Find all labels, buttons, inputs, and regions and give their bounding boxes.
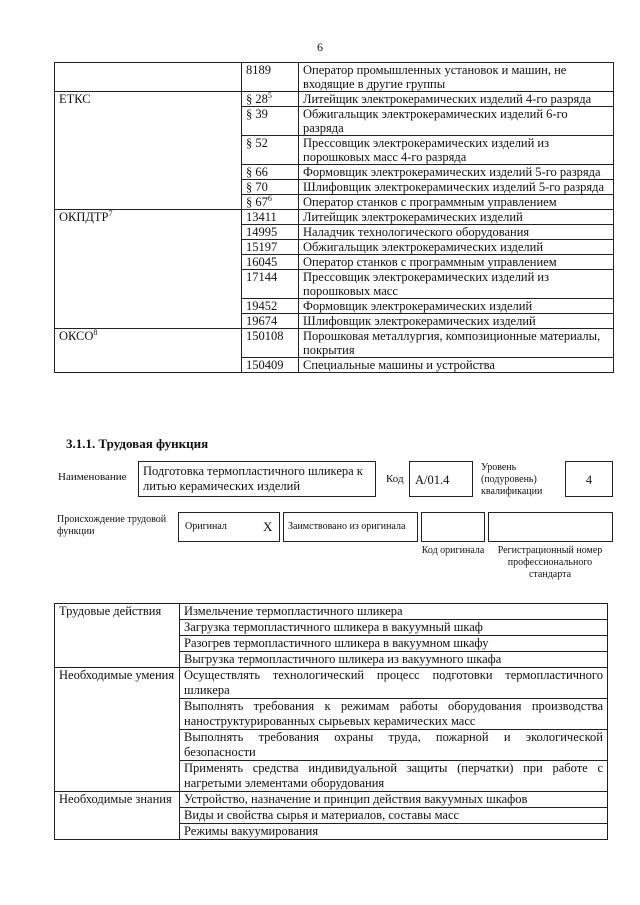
- group-cell: [55, 63, 242, 92]
- name-cell: Формовщик электрокерамических изделий 5-го разряда: [299, 165, 614, 180]
- name-label: Наименование: [58, 471, 127, 483]
- registration-caption: Регистрационный номер профессионального стандарта: [497, 545, 603, 580]
- item-cell: Выполнять требования к режимам работы оборудования производства наноструктурированных сырьевых керамических масс: [180, 699, 608, 730]
- group-cell: [55, 107, 242, 136]
- table-row: [55, 358, 614, 373]
- original-label: Оригинал: [185, 521, 227, 532]
- table-row: [55, 699, 608, 730]
- name-cell: Обжигальщик электрокерамических изделий 6-го разряда: [299, 107, 614, 136]
- group-label-continuation: [55, 761, 180, 792]
- table-row: [55, 761, 608, 792]
- group-label-continuation: [55, 808, 180, 824]
- borrowed-label: Заимствовано из оригинала: [288, 521, 406, 532]
- table-row: [55, 652, 608, 668]
- original-mark: X: [263, 519, 273, 534]
- item-cell: Выгрузка термопластичного шликера из вакуумного шкафа: [180, 652, 608, 668]
- name-cell: Литейщик электрокерамических изделий 4-го разряда: [299, 92, 614, 107]
- registration-number-cell: [488, 512, 613, 542]
- code-caption: Код оригинала: [421, 545, 485, 556]
- table-row: [55, 107, 614, 136]
- group-label-continuation: [55, 652, 180, 668]
- name-cell: Специальные машины и устройства: [299, 358, 614, 373]
- name-cell: Оператор станков с программным управлением: [299, 255, 614, 270]
- code-cell: 15197: [242, 240, 299, 255]
- level-label: Уровень (подуровень) квалификации: [481, 462, 543, 497]
- group-cell: ЕТКС: [55, 92, 242, 107]
- code-cell: 16045: [242, 255, 299, 270]
- function-code-box: А/01.4: [409, 461, 473, 497]
- table-row: [55, 668, 608, 699]
- table-row: [55, 792, 608, 808]
- borrowed-cell: [283, 512, 418, 542]
- table-row: [55, 620, 608, 636]
- table-row: [55, 329, 614, 358]
- group-label: Необходимые знания: [55, 792, 180, 808]
- table-row: [55, 824, 608, 840]
- name-cell: Оператор промышленных установок и машин, не входящие в другие группы: [299, 63, 614, 92]
- group-label-continuation: [55, 620, 180, 636]
- code-cell: § 39: [242, 107, 299, 136]
- name-cell: Порошковая металлургия, композиционные материалы, покрытия: [299, 329, 614, 358]
- table-row: [55, 165, 614, 180]
- code-cell: § 66: [242, 165, 299, 180]
- origin-label: Происхождение трудовой функции: [57, 514, 167, 537]
- group-label-continuation: [55, 636, 180, 652]
- item-cell: Выполнять требования охраны труда, пожарной и экологической безопасности: [180, 730, 608, 761]
- table-row: [55, 240, 614, 255]
- code-cell: 14995: [242, 225, 299, 240]
- table-row: [55, 730, 608, 761]
- code-cell: 13411: [242, 210, 299, 225]
- table-row: [55, 636, 608, 652]
- table-row: [55, 210, 614, 225]
- code-cell: § 52: [242, 136, 299, 165]
- code-cell: § $28^5$: [242, 92, 299, 107]
- original-code-cell: [421, 512, 485, 542]
- name-cell: Литейщик электрокерамических изделий: [299, 210, 614, 225]
- group-cell: [55, 225, 242, 240]
- group-cell: [55, 299, 242, 314]
- code-cell: 8189: [242, 63, 299, 92]
- name-cell: Прессовщик электрокерамических изделий из порошковых масс: [299, 270, 614, 299]
- group-cell: [55, 195, 242, 210]
- group-cell: ОКСО$^8$: [55, 329, 242, 358]
- item-cell: Виды и свойства сырья и материалов, составы масс: [180, 808, 608, 824]
- group-label-continuation: [55, 699, 180, 730]
- item-cell: Разогрев термопластичного шликера в вакуумном шкафу: [180, 636, 608, 652]
- level-value-box: 4: [565, 461, 613, 497]
- table-row: [55, 255, 614, 270]
- table-row: [55, 180, 614, 195]
- item-cell: Применять средства индивидуальной защиты (перчатки) при работе с нагретыми элементами оборудования: [180, 761, 608, 792]
- table-row: [55, 604, 608, 620]
- code-cell: 19452: [242, 299, 299, 314]
- group-cell: [55, 358, 242, 373]
- name-cell: Формовщик электрокерамических изделий: [299, 299, 614, 314]
- name-cell: Наладчик технологического оборудования: [299, 225, 614, 240]
- item-cell: Режимы вакуумирования: [180, 824, 608, 840]
- name-cell: Шлифовщик электрокерамических изделий 5-го разряда: [299, 180, 614, 195]
- code-cell: 150409: [242, 358, 299, 373]
- name-cell: Прессовщик электрокерамических изделий из порошковых масс 4-го разряда: [299, 136, 614, 165]
- group-cell: ОКПДТР$^7$: [55, 210, 242, 225]
- name-cell: Шлифовщик электрокерамических изделий: [299, 314, 614, 329]
- item-cell: Устройство, назначение и принцип действия вакуумных шкафов: [180, 792, 608, 808]
- page-number: 6: [317, 40, 323, 54]
- name-cell: Обжигальщик электрокерамических изделий: [299, 240, 614, 255]
- table-row: [55, 136, 614, 165]
- group-cell: [55, 180, 242, 195]
- group-label-continuation: [55, 730, 180, 761]
- classification-table: [54, 62, 614, 373]
- function-name-box: Подготовка термопластичного шликера к литью керамических изделий: [138, 461, 376, 497]
- table-row: [55, 225, 614, 240]
- table-row: [55, 195, 614, 210]
- item-cell: Осуществлять технологический процесс подготовки термопластичного шликера: [180, 668, 608, 699]
- table-row: [55, 92, 614, 107]
- group-label: Необходимые умения: [55, 668, 180, 699]
- group-label-continuation: [55, 824, 180, 840]
- item-cell: Загрузка термопластичного шликера в вакуумный шкаф: [180, 620, 608, 636]
- table-row: [55, 314, 614, 329]
- code-cell: 17144: [242, 270, 299, 299]
- group-cell: [55, 270, 242, 299]
- code-cell: 150108: [242, 329, 299, 358]
- code-cell: § $67^6$: [242, 195, 299, 210]
- original-cell: [178, 512, 280, 542]
- group-cell: [55, 165, 242, 180]
- table-row: [55, 299, 614, 314]
- group-cell: [55, 136, 242, 165]
- work-function-table: [54, 603, 608, 840]
- code-label: Код: [386, 473, 404, 485]
- table-row: [55, 808, 608, 824]
- group-cell: [55, 255, 242, 270]
- code-cell: 19674: [242, 314, 299, 329]
- group-label: Трудовые действия: [55, 604, 180, 620]
- group-cell: [55, 240, 242, 255]
- name-cell: Оператор станков с программным управлением: [299, 195, 614, 210]
- code-cell: § 70: [242, 180, 299, 195]
- table-row: [55, 63, 614, 92]
- item-cell: Измельчение термопластичного шликера: [180, 604, 608, 620]
- section-title: 3.1.1. Трудовая функция: [66, 436, 209, 451]
- group-cell: [55, 314, 242, 329]
- table-row: [55, 270, 614, 299]
